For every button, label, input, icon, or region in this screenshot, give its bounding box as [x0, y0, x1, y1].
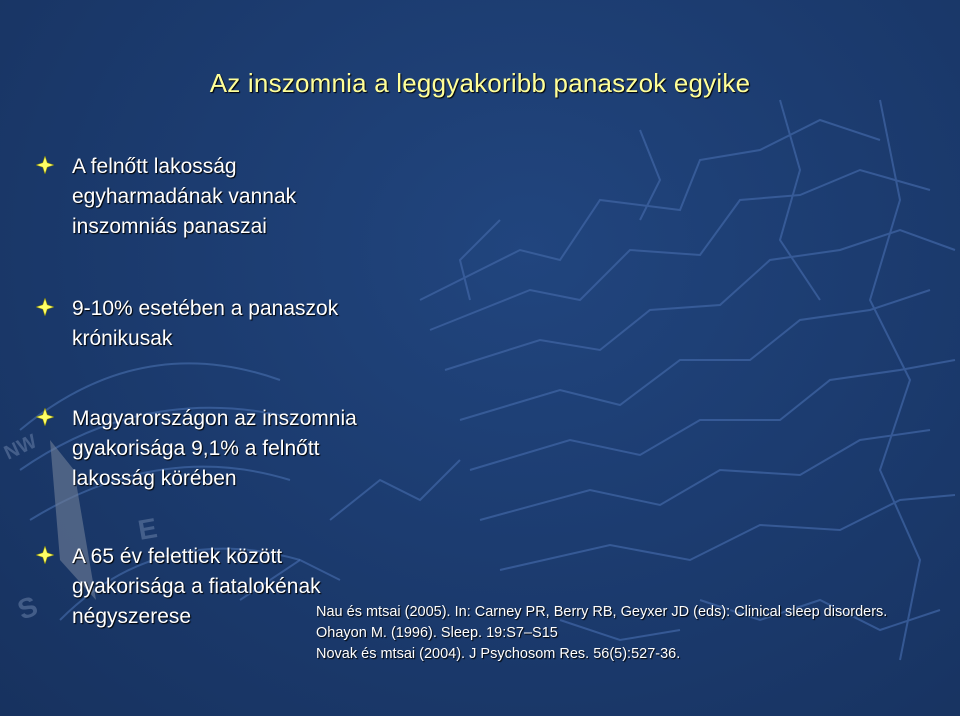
bullet-text: A felnőtt lakosság egyharmadának vannak inszomniás panaszai — [72, 155, 297, 238]
four-point-star-icon — [36, 408, 54, 426]
bullet-item — [36, 542, 321, 632]
reference-line: Ohayon M. (1996). Sleep. 19:S7–S15 — [316, 625, 558, 641]
four-point-star-icon — [36, 298, 54, 316]
four-point-star-icon — [36, 546, 54, 564]
reference-line: Novak és mtsai (2004). J Psychosom Res. 56(5):527-36. — [316, 646, 681, 662]
bullet-item — [36, 404, 357, 494]
references — [316, 602, 956, 665]
bullet-item — [36, 152, 296, 242]
svg-text:E: E — [135, 512, 160, 546]
bullet-text: A 65 év felettiek között gyakorisága a fiatalokénak négyszerese — [72, 545, 321, 628]
bullet-text: 9-10% esetében a panaszok krónikusak — [72, 297, 339, 350]
svg-text:S: S — [13, 590, 42, 626]
bullet-item — [36, 294, 338, 354]
reference-line: Nau és mtsai (2005). In: Carney PR, Berry RB, Geyxer JD (eds): Clinical sleep disorders. — [316, 604, 888, 620]
svg-text:NW: NW — [0, 430, 41, 465]
slide-title: Az inszomnia a leggyakoribb panaszok egyike — [209, 68, 751, 98]
four-point-star-icon — [36, 156, 54, 174]
bullet-text: Magyarországon az inszomnia gyakorisága 9,1% a felnőtt lakosság körében — [72, 407, 357, 490]
